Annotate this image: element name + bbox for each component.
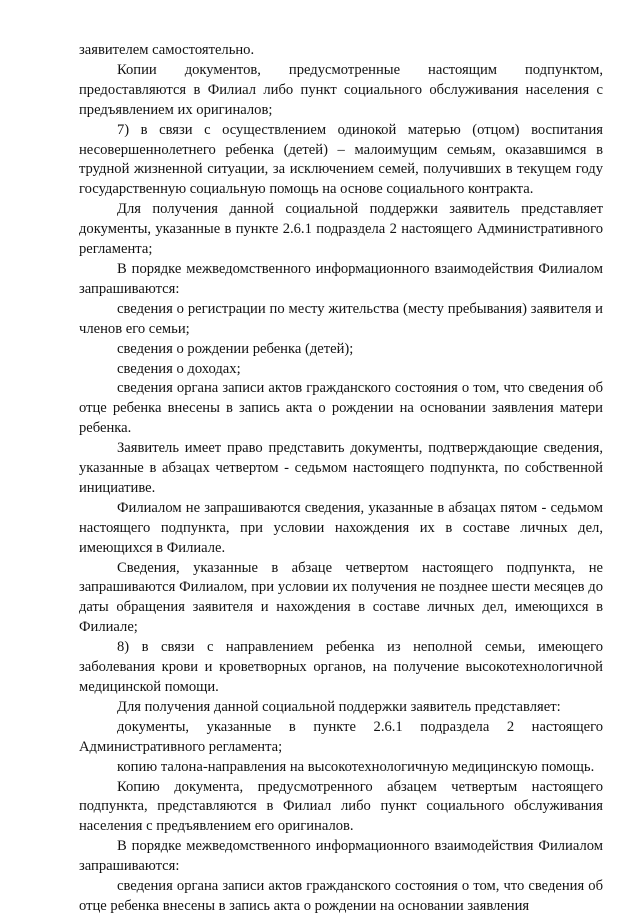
paragraph: В порядке межведомственного информационного взаимодействия Филиалом запрашиваются: xyxy=(79,260,603,297)
paragraph: 8) в связи с направлением ребенка из неполной семьи, имеющего заболевания крови и кроветворных органов, на получение высокотехнологичной медицинской помощи. xyxy=(79,639,603,695)
paragraph: Копию документа, предусмотренного абзацем четвертым настоящего подпункта, представляются в Филиал либо пункт социального обслуживания населения с предъявлением его оригиналов. xyxy=(79,778,603,835)
paragraph: копию талона-направления на высокотехнологичную медицинскую помощь. xyxy=(117,758,595,775)
paragraph: 7) в связи с осуществлением одинокой матерью (отцом) воспитания несовершеннолетнего ребенка (детей) – малоимущим семьям, оказавшимся в трудной жизненной ситуации, за исключением семей, получивших в текущем году государственную социальную помощь на основе социального контракта. xyxy=(79,121,603,198)
paragraph: документы, указанные в пункте 2.6.1 подраздела 2 настоящего Административного регламента; xyxy=(79,718,603,755)
paragraph: заявителем самостоятельно. xyxy=(79,42,255,58)
paragraph: Для получения данной социальной поддержки заявитель представляет документы, указанные в пункте 2.6.1 подраздела 2 настоящего Административного регламента; xyxy=(79,201,603,258)
document-body xyxy=(79,41,603,917)
paragraph: сведения органа записи актов гражданского состояния о том, что сведения об отце ребенка внесены в запись акта о рождении на основании заявления xyxy=(79,878,603,914)
paragraph: Заявитель имеет право представить документы, подтверждающие сведения, указанные в абзацах четвертом - седьмом настоящего подпункта, по собственной инициативе. xyxy=(79,440,603,496)
paragraph: Филиалом не запрашиваются сведения, указанные в абзацах пятом - седьмом настоящего подпункта, при условии нахождения их в составе личных дел, имеющихся в Филиале. xyxy=(79,499,603,556)
paragraph: сведения о рождении ребенка (детей); xyxy=(117,340,354,357)
paragraph: сведения органа записи актов гражданского состояния о том, что сведения об отце ребенка внесены в запись акта о рождении на основании заявления матери ребенка. xyxy=(79,380,603,437)
paragraph: В порядке межведомственного информационного взаимодействия Филиалом запрашиваются: xyxy=(79,838,603,875)
paragraph: Для получения данной социальной поддержки заявитель представляет: xyxy=(117,698,561,715)
paragraph: Сведения, указанные в абзаце четвертом настоящего подпункта, не запрашиваются Филиалом, при условии их получения не позднее шести месяцев до даты обращения заявителя и нахождения в составе личных дел, имеющихся в Филиале; xyxy=(79,559,603,636)
paragraph: сведения о доходах; xyxy=(117,360,241,377)
paragraph: сведения о регистрации по месту жительства (месту пребывания) заявителя и членов его семьи; xyxy=(79,300,603,337)
paragraph: Копии документов, предусмотренные настоящим подпунктом, предоставляются в Филиал либо пункт социального обслуживания населения с предъявлением их оригиналов; xyxy=(79,61,603,118)
